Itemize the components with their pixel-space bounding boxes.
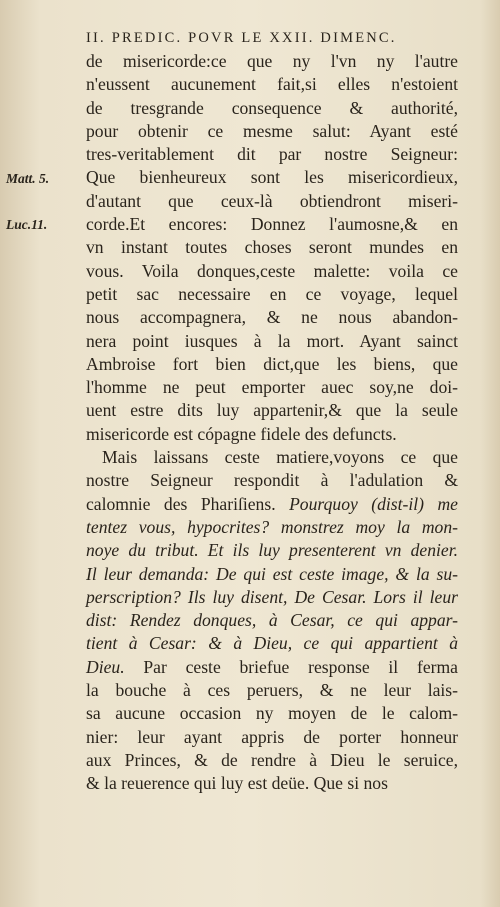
text-line: aux Princes, & de rendre à Dieu le seruice, <box>86 749 458 770</box>
scripture-quote: Pourquoy (dist-il) me <box>289 493 458 514</box>
text-line: calomnie des Phariſiens. Pourquoy (dist-il) me <box>86 493 458 514</box>
text-line: de misericorde:ce que ny l'vn ny l'autre <box>86 51 458 71</box>
text-line: uent estre dits luy appartenir,& que la seule <box>86 400 458 421</box>
running-header: II. PREDIC. POVR LE XXII. DIMENC. <box>86 30 397 46</box>
scripture-quote-line: dist: Rendez donques, à Cesar, ce qui appar- <box>86 610 458 631</box>
scripture-quote-line: tient à Cesar: & à Dieu, ce qui appartient à <box>86 633 458 654</box>
scripture-quote-line: tentez vous, hypocrites? monstrez moy la mon- <box>86 516 458 537</box>
text-line: Que bienheureux sont les misericordieux, <box>86 167 458 188</box>
scripture-quote-line: perscription? Ils luy disent, De Cesar. Lors il leur <box>86 586 458 607</box>
text-line: nera point iusques à la mort. Ayant sainct <box>86 330 458 351</box>
text-line: tres-veritablement dit par nostre Seigneur: <box>86 144 458 165</box>
text-line: Dieu. Par ceste briefue response il ferma <box>86 656 458 677</box>
margin-note-luke: Luc.11. <box>6 217 48 232</box>
margin-note-matthew: Matt. 5. <box>6 171 50 186</box>
text-line: vn instant toutes choses seront mundes en <box>86 237 458 258</box>
text-line: l'homme ne peut emporter auec soy,ne doi- <box>86 377 458 398</box>
text-line: nostre Seigneur respondit à l'adulation & <box>86 470 458 491</box>
text-line: misericorde est cópagne fidele des defuncts. <box>86 423 397 444</box>
text-line: n'eussent aucunement fait,si elles n'estoient <box>86 74 458 95</box>
text-line: & la reuerence qui luy est deüe. Que si nos <box>86 773 388 794</box>
text-line: vous. Voila donques,ceste malette: voila ce <box>86 260 458 281</box>
text-line: de tresgrande consequence & authorité, <box>86 97 458 118</box>
text-line: nier: leur ayant appris de porter honneur <box>86 726 458 747</box>
text-line: petit sac necessaire en ce voyage, lequel <box>86 283 458 304</box>
scripture-quote-line: noye du tribut. Et ils luy presenterent vn denier. <box>86 540 458 561</box>
text-line: pour obtenir ce mesme salut: Ayant esté <box>86 120 458 141</box>
scripture-quote-line: Il leur demanda: De qui est ceste image, & la su- <box>86 563 458 584</box>
paragraph-start-line: Mais laissans ceste matiere,voyons ce que <box>102 447 458 468</box>
scripture-quote: Dieu. <box>86 656 125 677</box>
text-line: corde.Et encores: Donnez l'aumosne,& en <box>86 214 458 235</box>
text-line: d'autant que ceux-là obtiendront miseri- <box>86 190 458 211</box>
text-line: nous accompagnera, & ne nous abandon- <box>86 307 458 328</box>
text-block <box>86 50 458 796</box>
text-line: Ambroise fort bien dict,que les biens, que <box>86 353 458 374</box>
text-line: la bouche à ces peruers, & ne leur lais- <box>86 680 458 701</box>
text-line: sa aucune occasion ny moyen de le calom- <box>86 703 458 724</box>
